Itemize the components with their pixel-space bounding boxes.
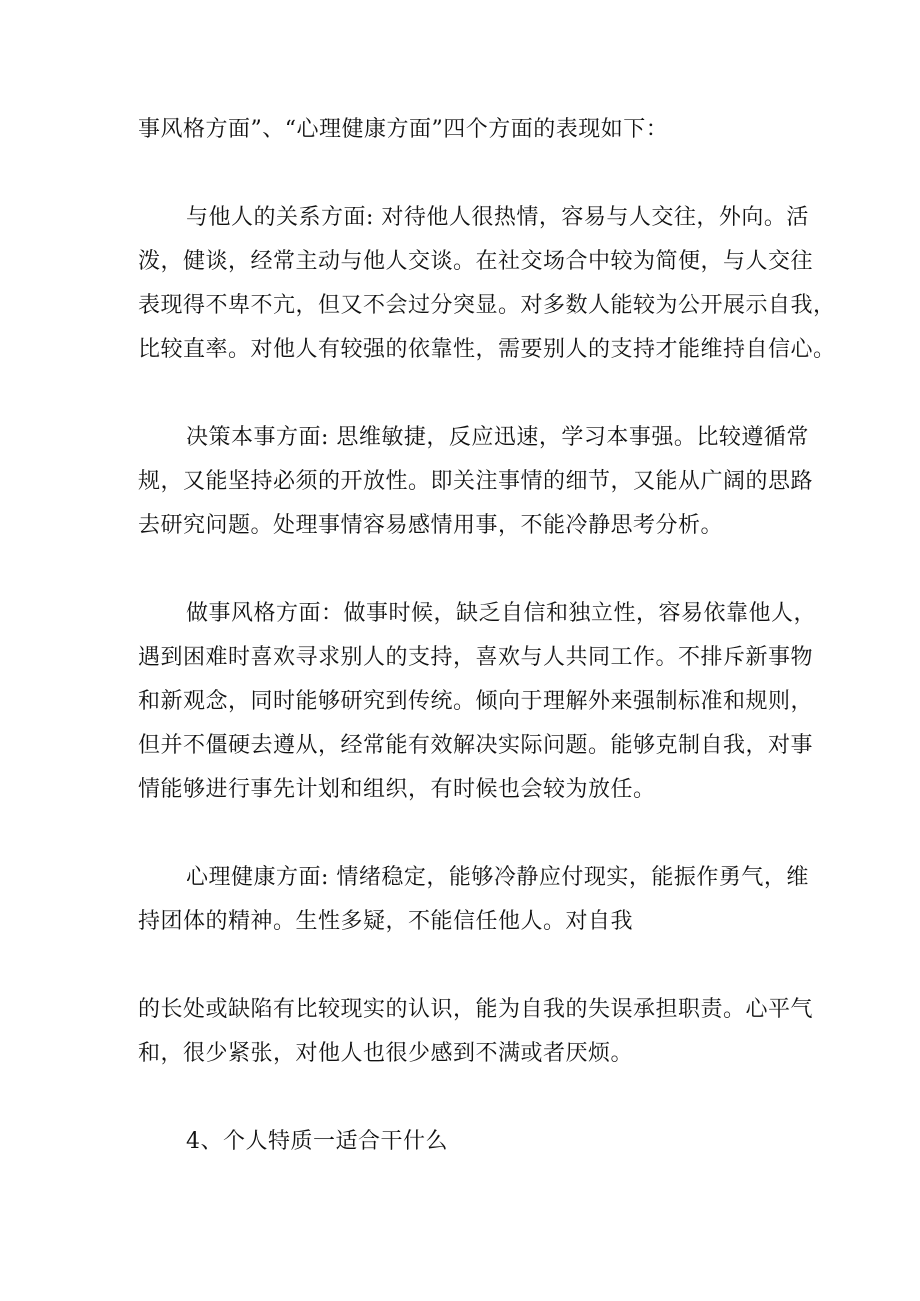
paragraph-mental-health-line-1: 心理健康方面: 情绪稳定，能够冷静应付现实，能振作勇气，维 [186, 865, 809, 890]
text-line-continuation: 事风格方面”、“心理健康方面”四个方面的表现如下： [138, 117, 669, 142]
paragraph-work-style-line-3: 和新观念，同时能够研究到传统。倾向于理解外来强制标准和规则， [138, 689, 814, 714]
paragraph-decision-line-2: 规，又能坚持必须的开放性。即关注事情的细节，又能从广阔的思路 [138, 469, 814, 494]
paragraph-relationships-line-1: 与他人的关系方面: 对待他人很热情，容易与人交往，外向。活 [186, 205, 809, 230]
paragraph-decision-line-3: 去研究问题。处理事情容易感情用事，不能冷静思考分析。 [138, 513, 724, 538]
section-heading-4: 4、个人特质一适合干什么 [186, 1129, 448, 1154]
paragraph-work-style-line-2: 遇到困难时喜欢寻求别人的支持，喜欢与人共同工作。不排斥新事物 [138, 645, 814, 670]
paragraph-decision-line-1: 决策本事方面: 思维敏捷，反应迅速，学习本事强。比较遵循常 [186, 425, 809, 450]
paragraph-work-style-line-5: 情能够进行事先计划和组织，有时候也会较为放任。 [138, 777, 656, 802]
paragraph-relationships-line-2: 泼，健谈，经常主动与他人交谈。在社交场合中较为简便，与人交往 [138, 249, 814, 274]
paragraph-work-style-line-1: 做事风格方面：做事时候，缺乏自信和独立性，容易依靠他人， [186, 601, 817, 626]
paragraph-relationships-line-3: 表现得不卑不亢，但又不会过分突显。对多数人能较为公开展示自我， [138, 293, 836, 318]
paragraph-mental-health-line-3: 的长处或缺陷有比较现实的认识，能为自我的失误承担职责。心平气 [138, 997, 814, 1022]
paragraph-mental-health-line-4: 和，很少紧张，对他人也很少感到不满或者厌烦。 [138, 1041, 634, 1066]
paragraph-relationships-line-4: 比较直率。对他人有较强的依靠性，需要别人的支持才能维持自信心。 [138, 337, 836, 362]
paragraph-work-style-line-4: 但并不僵硬去遵从，经常能有效解决实际问题。能够克制自我，对事 [138, 733, 814, 758]
paragraph-mental-health-line-2: 持团体的精神。生性多疑，不能信任他人。对自我 [138, 909, 634, 934]
